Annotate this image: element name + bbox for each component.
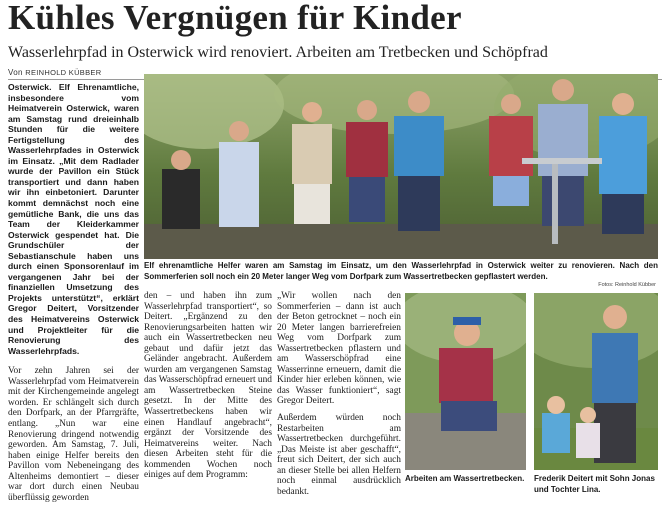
headline: Kühles Vergnügen für Kinder <box>8 0 462 37</box>
article-body-1: Vor zehn Jahren sei der Wasserlehrpfad vom Heimatverein mit der Kirchengemeinde angelegt worden. Er schlängelt sich durch den Dorfpark, an der Pfarrgräfte, entlang. „Nun war eine Renovierung dringend notwendig geworden. Am Samstag, 7. Juli, haben einige Helfer bereits den Pavillon vom Nebeneingang des Altenheims demontiert – dieser war dort durch einen Neubau überflüssig geworden <box>8 366 139 503</box>
photo-credit: Fotos: Reinhold Kübber <box>598 282 656 288</box>
article-column-1 <box>8 82 139 503</box>
family-image <box>534 293 658 470</box>
volunteers-group-image <box>144 74 658 259</box>
photo3-caption: Frederik Deitert mit Sohn Jonas und Tochter Lina. <box>534 474 655 494</box>
article-body-4: Außerdem würden noch Restarbeiten am Wassertretbecken durchgeführt. „Das Meiste ist aber geschafft“, freut sich Deitert, der sich auch an dieser Stelle bei allen Helfern noch einmal ausdrücklich bedankt. <box>277 413 401 497</box>
article-body-3: „Wir wollen nach den Sommerferien – dann ist auch der Beton getrocknet – noch ein 20 Meter langen barrierefreien Weg vom Dorfpark zum Wassertretbecken pflastern und am Wasserschöpfrad eine Wasserrinne erneuern, damit die Kinder hier erleben können, wie das Wasser funktioniert“, sagt Gregor Deitert. <box>277 291 401 407</box>
photo-tretbecken-work <box>405 293 526 470</box>
byline-prefix: Von <box>8 68 23 77</box>
main-photo-caption: Elf ehrenamtliche Helfer waren am Samstag im Einsatz, um den Wasserlehrpfad in Osterwick weiter zu renovieren. Nach den Sommerferien soll noch ein 20 Meter langer Weg vom Dorfpark zum Wassertretbecken gepflastert werden. <box>144 261 658 281</box>
article-column-2 <box>144 291 272 481</box>
byline-author: REINHOLD KÜBBER <box>25 68 102 77</box>
photo-deitert-family <box>534 293 658 470</box>
subheadline: Wasserlehrpfad in Osterwick wird renoviert. Arbeiten am Tretbecken und Schöpfrad <box>8 44 548 61</box>
article-body-2: den – und haben ihn zum Wasserlehrpfad transportiert“, so Deitert. „Ergänzend zu den Renovierungsarbeiten hatten wir auch ein Wassertretbecken neu gebaut und dafür jetzt das Geländer angebracht. Außerdem wurden am vergangenen Samstag das Wasserschöpfrad erneuert und am Wassertretbecken Steine gesetzt. In der Mitte des Wassertretbeckens haben wir einen Handlauf angebracht“, ergänzt der Vorsitzende des Heimatvereins weiter. Nach diesen Arbeiten steht für die kommenden Wochen noch einiges auf dem Programm: <box>144 291 272 481</box>
article-lead: Osterwick. Elf Ehrenamtliche, insbesondere vom Heimatverein Osterwick, waren am Samstag rund dreieinhalb Stunden für die weitere Fertigstellung des Wasserlehrpfades in Osterwick im Einsatz. „Mit dem Radlader wurde der Pavillon ein Stück transportiert und dann haben wir ihn einbetoniert. Darunter kommt demnächst noch eine gemütliche Bank, die uns das Team der Kleiderkammer Osterwick gespendet hat. Die Grundschüler der Sebastianschule haben uns durch einen Sponsorenlauf im vergangenen Jahr bei der finanziellen Umsetzung des Projekts unterstützt“, erklärt Gregor Deitert, Vorsitzender des Heimatvereins Osterwick und Projektleiter für die Renovierung des Wasserlehrpfads. <box>8 82 139 356</box>
main-photo-volunteers <box>144 74 658 259</box>
article-column-3 <box>277 291 401 497</box>
photo2-caption: Arbeiten am Wassertretbecken. <box>405 474 525 483</box>
worker-image <box>405 293 526 470</box>
